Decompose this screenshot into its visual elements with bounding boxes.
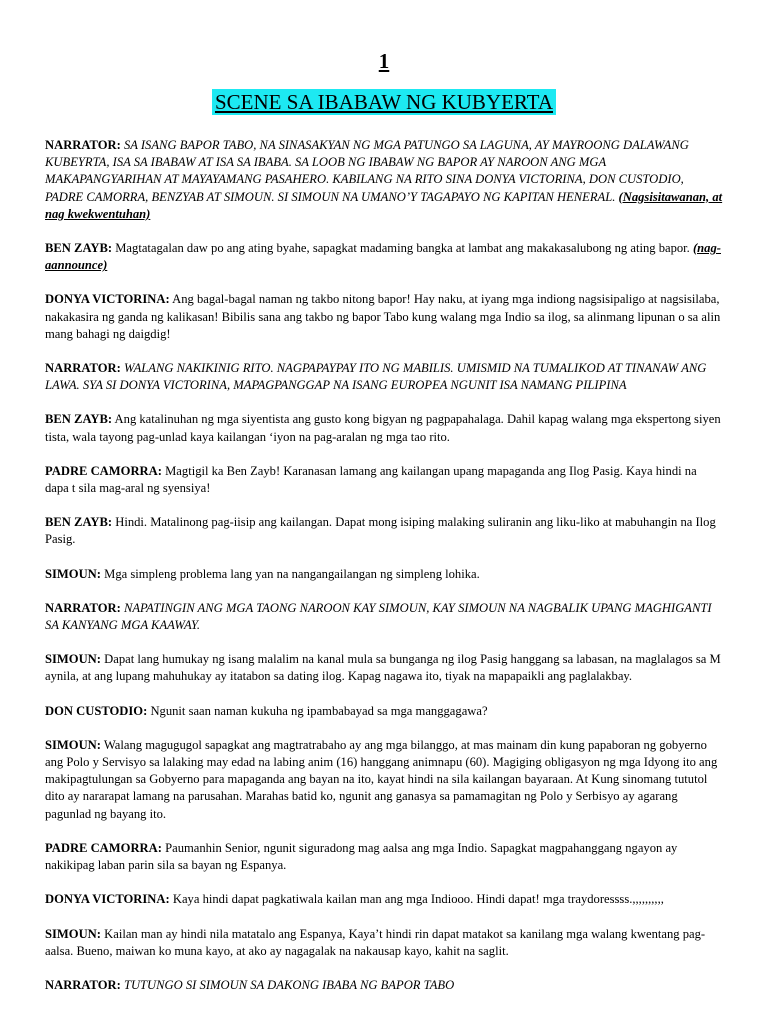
dialogue-line	[45, 891, 723, 908]
script-page	[45, 0, 723, 994]
dialogue-text: Kailan man ay hindi nila matatalo ang Espanya, Kaya’t hindi rin dapat matakot sa kanilang mga walang kwentang pag-aalsa. Bueno, maiwan ko muna kayo, at ako ay nagagalak na nakausap kayo, kahit na saglit.	[45, 926, 706, 958]
stage-direction: (Nagsisitawanan, at nag kwekwentuhan)	[45, 189, 723, 221]
speaker-name: SIMOUN:	[45, 926, 101, 941]
narration-text: TUTUNGO SI SIMOUN SA DAKONG IBABA NG BAPOR TABO	[123, 977, 455, 992]
speaker-name: SIMOUN:	[45, 737, 101, 752]
dialogue-line	[45, 651, 723, 685]
narration-text: WALANG NAKIKINIG RITO. NAGPAPAYPAY ITO NG MABILIS. UMISMID NA TUMALIKOD AT TINANAW ANG LAWA. SYA SI DONYA VICTORINA, MAPAGPANGGAP NA ISANG EUROPEA NGUNIT ISA NAMANG PILIPINA	[45, 361, 707, 393]
dialogue-line	[45, 703, 723, 720]
dialogue-text: Magtatagalan daw po ang ating byahe, sapagkat madaming bangka at lambat ang makakasalubong ng ating bapor.	[115, 241, 690, 256]
dialogue-text: Hindi. Matalinong pag-iisip ang kailangan. Dapat mong isiping malaking suliranin ang liku-liko at mabuhangin na Ilog Pasig.	[45, 515, 716, 547]
dialogue-line	[45, 600, 723, 634]
speaker-name: BEN ZAYB:	[45, 412, 113, 427]
speaker-name: PADRE CAMORRA:	[45, 840, 162, 855]
dialogue-list	[45, 137, 723, 994]
dialogue-line	[45, 240, 723, 274]
dialogue-text: Mga simpleng problema lang yan na nangangailangan ng simpleng lohika.	[104, 566, 480, 581]
stage-direction: (nag-aannounce)	[45, 241, 721, 273]
speaker-name: BEN ZAYB:	[45, 241, 113, 256]
dialogue-text: Kaya hindi dapat pagkatiwala kailan man ang mga Indiooo. Hindi dapat! mga traydoressss.,,,,,,,,,,	[172, 892, 664, 907]
speaker-name: DONYA VICTORINA:	[45, 292, 170, 307]
speaker-name: DONYA VICTORINA:	[45, 892, 170, 907]
speaker-name: NARRATOR:	[45, 977, 121, 992]
speaker-name: NARRATOR:	[45, 600, 121, 615]
dialogue-line	[45, 737, 723, 823]
dialogue-line	[45, 291, 723, 343]
speaker-name: NARRATOR:	[45, 138, 121, 152]
speaker-name: BEN ZAYB:	[45, 515, 113, 530]
dialogue-line	[45, 463, 723, 497]
dialogue-text: Magtigil ka Ben Zayb! Karanasan lamang ang kailangan upang mapaganda ang Ilog Pasig. Kaya hindi na dapa t sila mag-aral ng syensiya!	[45, 463, 697, 496]
dialogue-line	[45, 514, 723, 548]
dialogue-text: Paumanhin Senior, ngunit siguradong mag aalsa ang mga Indio. Sapagkat magpahanggang ngayon ay nakikipag laban parin sila sa bayan ng Espanya.	[45, 840, 678, 873]
dialogue-text: Ang bagal-bagal naman ng takbo nitong bapor! Hay naku, at iyang mga indiong nagsisipaligo at nagsisilaba, nakakasira ng ganda ng kalikasan! Bibilis sana ang takbo ng bapor Tabo kung walang mga Indio sa ilog, sa alinmang lipunan o sa alin mang bahagi ng daigdig!	[45, 292, 721, 341]
speaker-name: PADRE CAMORRA:	[45, 463, 162, 478]
scene-title: SCENE SA IBABAW NG KUBYERTA	[212, 89, 556, 115]
dialogue-text: Walang magugugol sapagkat ang magtratrabaho ay ang mga bilanggo, at mas mainam din kung papaboran ng gobyerno ang Polo y Servisyo sa lalaking may edad na labing anim (16) hanggang animnapu (60). Magiging obligasyon ng mga Idyong ito ang makipagtulungan sa Gobyerno para mapaganda ang bayan na ito, kayat hindi na sila kailangan bayaraan. At Kung sinomang tututol dito ay nararapat lamang na parusahan. Marahas batid ko, ngunit ang ganasya sa pamamagitan ng Polo y Serbisyo ay agarang pagunlad ng bayang ito.	[45, 737, 718, 821]
dialogue-text: Dapat lang humukay ng isang malalim na kanal mula sa bunganga ng ilog Pasig hanggang sa labasan, na maglalagos sa M aynila, at ang lupang mahuhukay ay itatabon sa dating ilog. Kapag nagawa ito, tiyak na mapapaikli ang paglalakbay.	[45, 652, 721, 684]
dialogue-line	[45, 840, 723, 874]
dialogue-line	[45, 360, 723, 394]
narration-text: SA ISANG BAPOR TABO, NA SINASAKYAN NG MGA PATUNGO SA LAGUNA, AY MAYROONG DALAWANG KUBEYRTA, ISA SA IBABAW AT ISA SA IBABA. SA LOOB NG IBABAW NG BAPOR AY NAROON ANG MGA MAKAPANGYARIHAN AT MAYAYAMANG PASAHERO. KABILANG NA RITO SINA DONYA VICTORINA, DON CUSTODIO, PADRE CAMORRA, BENZYAB AT SIMOUN. SI SIMOUN NA UMANO’Y TAGAPAYO NG KAPITAN HENERAL.	[45, 138, 689, 204]
speaker-name: SIMOUN:	[45, 652, 101, 667]
dialogue-text: Ang katalinuhan ng mga siyentista ang gusto kong bigyan ng pagpapahalaga. Dahil kapag walang mga ekspertong siyen tista, wala tayong pag-unlad kaya kailangan ‘iyon na pag-aralan ng mga tao rito.	[45, 412, 721, 444]
page-number: 1	[378, 49, 390, 73]
speaker-name: NARRATOR:	[45, 361, 121, 376]
title-wrap	[45, 89, 723, 115]
dialogue-line	[45, 566, 723, 583]
dialogue-text: Ngunit saan naman kukuha ng ipambabayad sa mga manggagawa?	[150, 703, 488, 718]
dialogue-line	[45, 977, 723, 994]
speaker-name: SIMOUN:	[45, 566, 101, 581]
dialogue-line	[45, 411, 723, 445]
dialogue-line	[45, 137, 723, 223]
narration-text: NAPATINGIN ANG MGA TAONG NAROON KAY SIMOUN, KAY SIMOUN NA NAGBALIK UPANG MAGHIGANTI SA KANYANG MGA KAAWAY.	[45, 600, 712, 633]
dialogue-line	[45, 926, 723, 960]
speaker-name: DON CUSTODIO:	[45, 703, 148, 718]
